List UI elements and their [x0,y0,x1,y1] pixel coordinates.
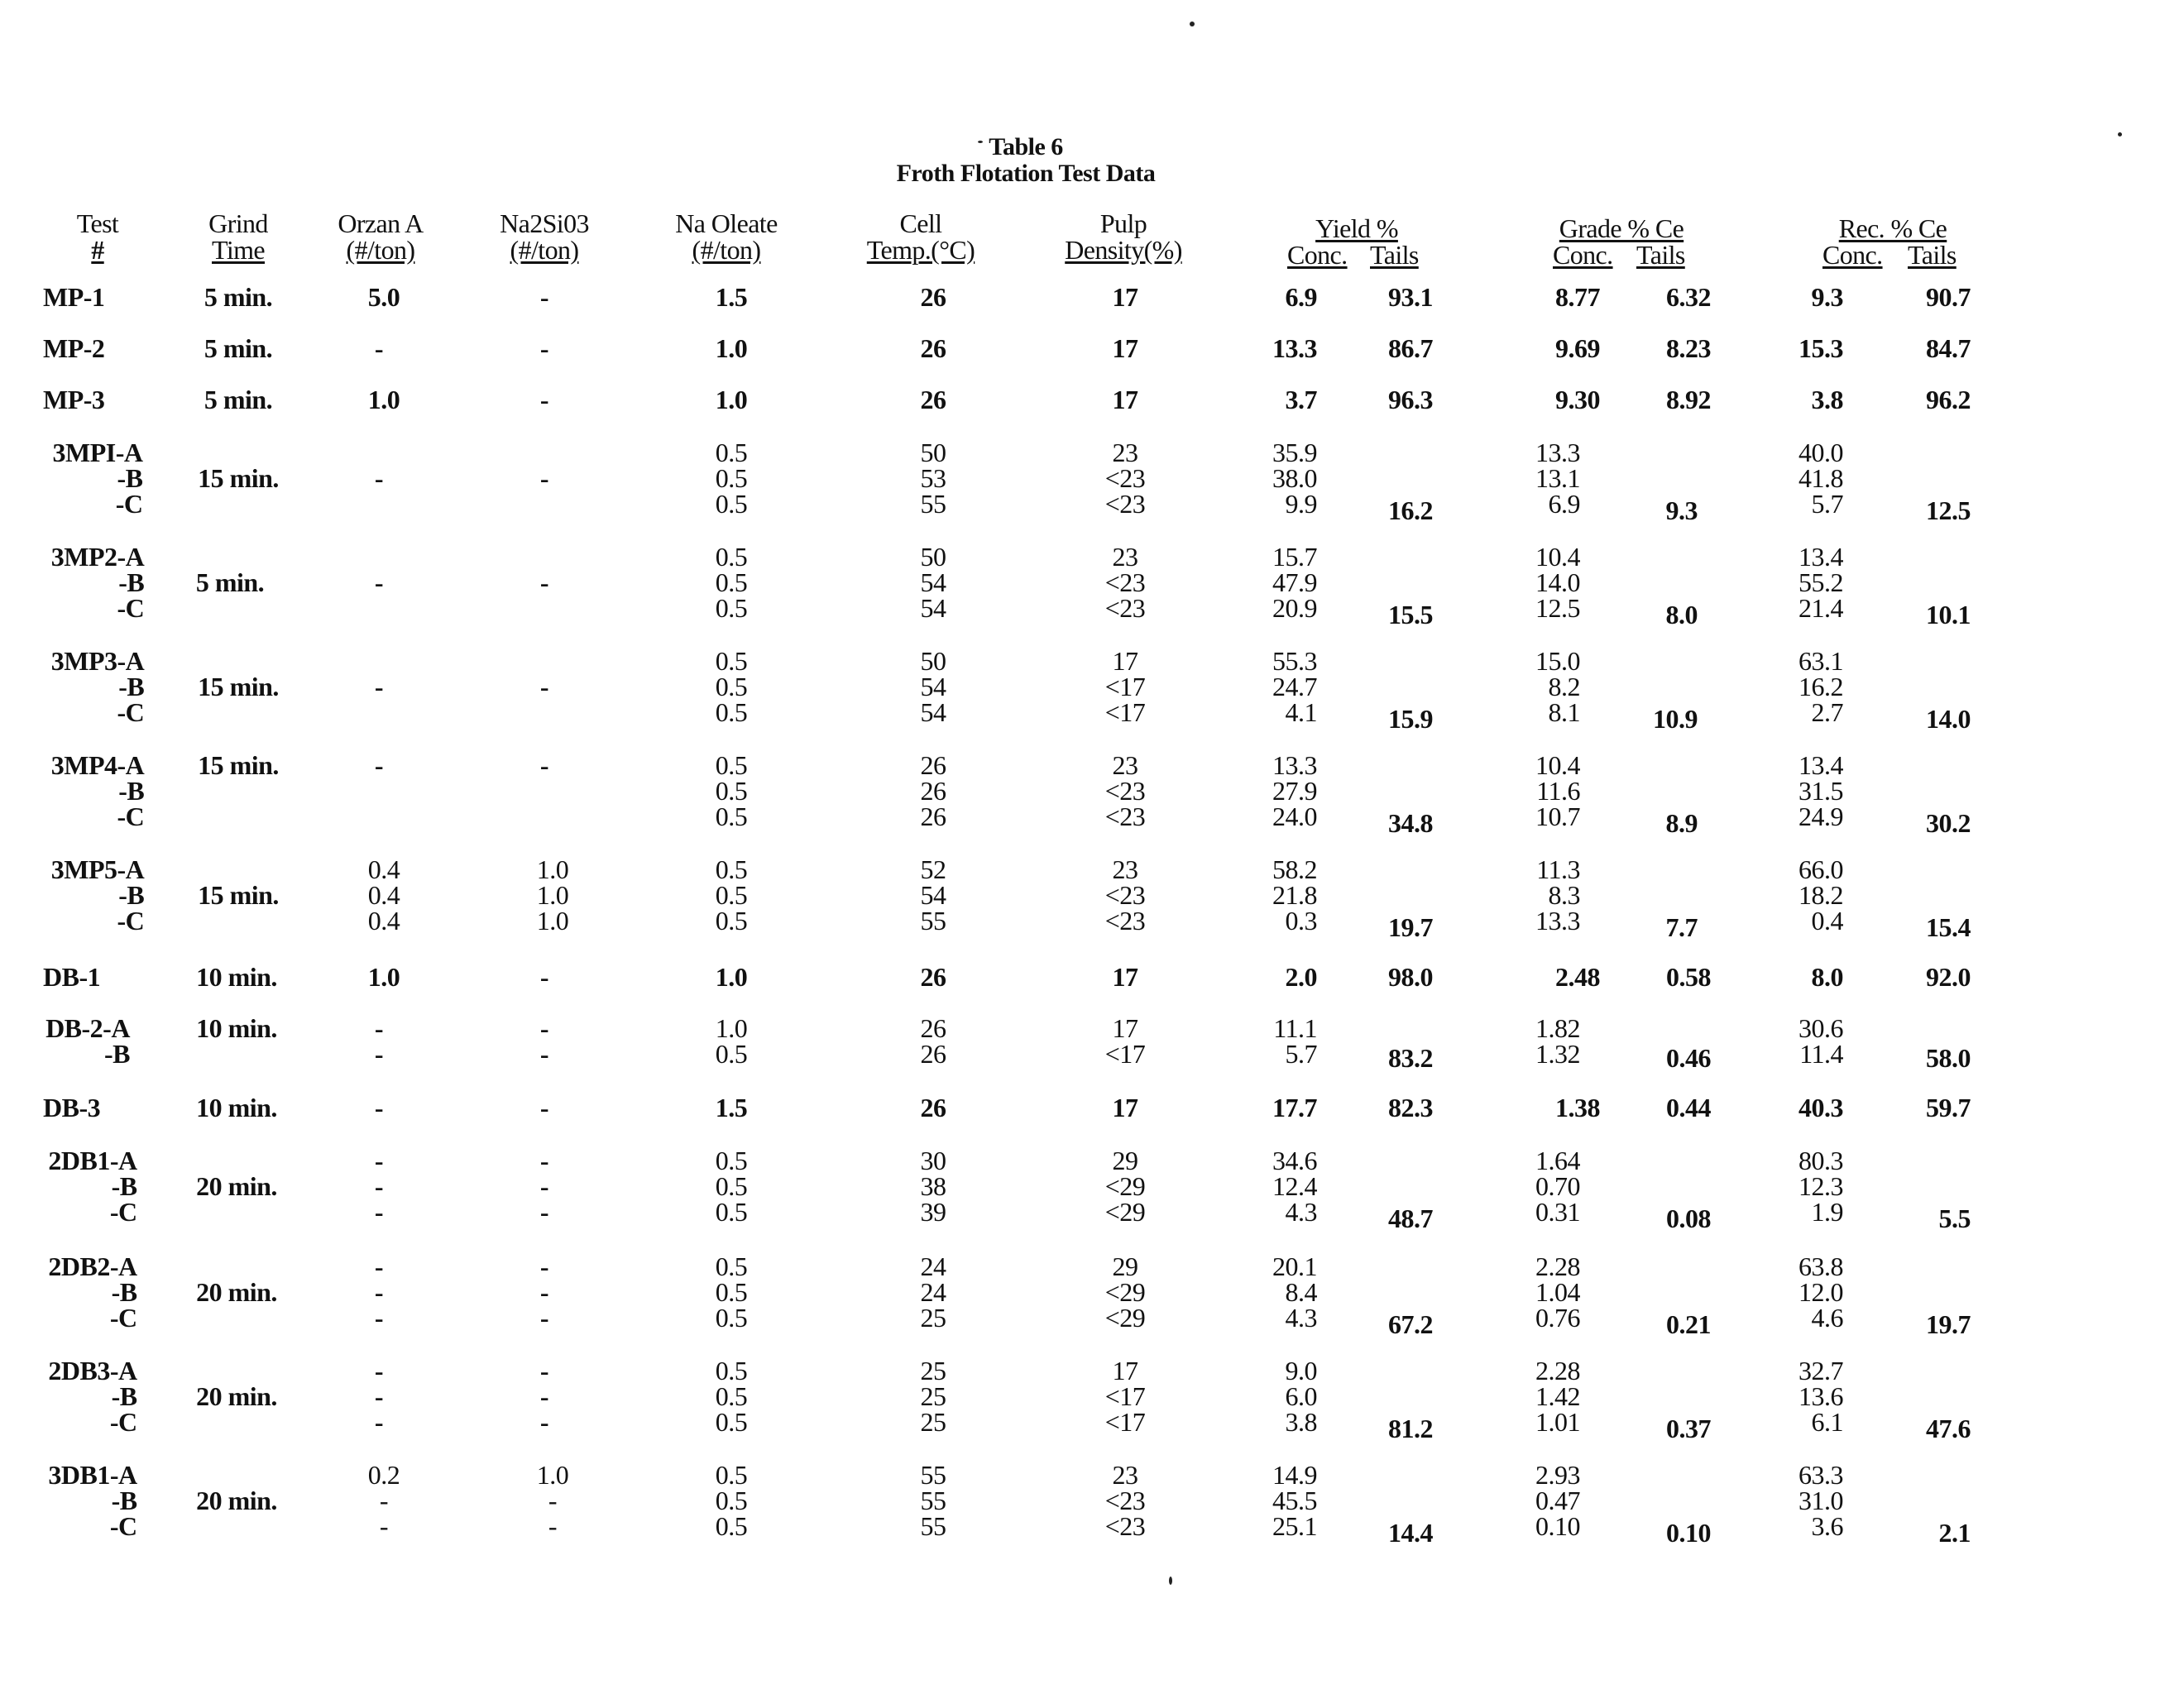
cell-yield-tails: 82.3 [1388,1093,1433,1122]
cell-grind: 15 min. [198,750,279,780]
header-grade-conc: Conc. [1553,240,1613,270]
cell-grade-conc: 2.93 0.47 0.10 [1535,1460,1580,1541]
cell-oleate: 0.5 0.5 0.5 [715,1356,748,1437]
cell-rec-tails: 5.5 [1938,1204,1971,1233]
cell-grind: 15 min. [198,672,279,701]
cell-yield-tails: 15.9 [1388,704,1433,734]
cell-oleate: 1.0 [715,385,748,414]
cell-grind: 20 min. [196,1171,277,1201]
cell-rec-conc: 15.3 [1798,333,1843,363]
cell-temp: 50 54 54 [920,542,946,623]
cell-yield-conc: 35.9 38.0 9.9 [1272,438,1317,519]
cell-test: 2DB2-A -B -C [48,1251,137,1333]
cell-temp: 52 54 55 [920,854,946,936]
cell-rec-tails: 12.5 [1926,495,1971,525]
cell-pulp: 17 [1112,1093,1138,1122]
header-test-line1: Test [76,208,119,238]
cell-na2sio3: - - [539,1013,549,1069]
cell-oleate: 1.5 [715,1093,748,1122]
cell-oleate: 1.0 [715,962,748,992]
cell-grade-conc: 2.28 1.42 1.01 [1535,1356,1580,1437]
cell-grind: 20 min. [196,1381,277,1411]
cell-yield-conc: 3.7 [1285,385,1317,414]
header-na2sio3-line2: (#/ton) [510,235,579,265]
cell-test: 3MP3-A -B -C [50,646,145,727]
cell-na2sio3: 1.0 - - [536,1460,569,1541]
cell-pulp: 17 <17 <17 [1104,646,1146,727]
cell-yield-conc: 55.3 24.7 4.1 [1272,646,1317,727]
cell-oleate: 0.5 0.5 0.5 [715,438,748,519]
header-orzan-line1: Orzan A [338,208,424,238]
cell-grade-tails: 0.21 [1666,1309,1711,1339]
cell-rec-tails: 58.0 [1926,1043,1971,1073]
cell-grade-tails: 8.23 [1666,333,1711,363]
cell-na2sio3: - - - [539,1146,549,1227]
cell-rec-tails: 10.1 [1926,600,1971,629]
cell-oleate: 0.5 0.5 0.5 [715,1146,748,1227]
cell-grind: 10 min. [196,1013,277,1043]
cell-orzan: - - - [374,1146,384,1227]
cell-grade-conc: 2.48 [1555,962,1600,992]
cell-grade-tails: 0.37 [1666,1414,1711,1443]
cell-pulp: 17 [1112,962,1138,992]
cell-na2sio3: - [539,1093,549,1122]
cell-yield-conc: 15.7 47.9 20.9 [1272,542,1317,623]
cell-yield-conc: 58.2 21.8 0.3 [1272,854,1317,936]
cell-temp: 26 [920,282,946,312]
cell-grade-conc: 1.38 [1555,1093,1600,1122]
cell-test: MP-2 [43,333,105,363]
cell-na2sio3: - [539,333,549,363]
cell-oleate: 1.5 [715,282,748,312]
cell-test: 3MP2-A -B -C [50,542,145,623]
cell-grade-conc: 11.3 8.3 13.3 [1535,854,1580,936]
header-pulp-density [1065,210,1182,263]
cell-rec-tails: 59.7 [1926,1093,1971,1122]
header-na-oleate-line2: (#/ton) [692,235,761,265]
cell-grind: 5 min. [204,385,273,414]
cell-rec-tails: 96.2 [1926,385,1971,414]
cell-yield-tails: 19.7 [1388,912,1433,942]
cell-grade-tails: 0.46 [1666,1043,1711,1073]
header-test-line2: # [91,235,104,265]
cell-orzan: - [374,463,384,493]
cell-rec-tails: 47.6 [1926,1414,1971,1443]
cell-rec-tails: 30.2 [1926,808,1971,838]
cell-rec-tails: 90.7 [1926,282,1971,312]
cell-grade-tails: 8.9 [1665,808,1698,838]
cell-oleate: 0.5 0.5 0.5 [715,542,748,623]
cell-temp: 26 [920,962,946,992]
header-rec-conc: Conc. [1822,240,1883,270]
cell-pulp: 29 <29 <29 [1104,1251,1146,1333]
cell-temp: 26 [920,333,946,363]
header-na-oleate [675,210,777,263]
cell-grade-conc: 1.82 1.32 [1535,1013,1580,1069]
header-na2sio3-line1: Na2Si03 [500,208,589,238]
cell-na2sio3: - [539,463,549,493]
cell-yield-conc: 9.0 6.0 3.8 [1285,1356,1317,1437]
cell-grade-tails: 0.58 [1666,962,1711,992]
cell-pulp: 17 <17 [1104,1013,1146,1069]
cell-grade-conc: 9.69 [1555,333,1600,363]
cell-orzan: - [374,750,384,780]
cell-rec-conc: 13.4 55.2 21.4 [1798,542,1843,623]
cell-pulp: 23 <23 <23 [1104,1460,1146,1541]
header-yield-tails: Tails [1370,240,1419,270]
cell-oleate: 1.0 0.5 [715,1013,748,1069]
cell-orzan: - - - [374,1251,384,1333]
table-title: Table 6 [989,133,1063,160]
cell-grade-conc: 10.4 11.6 10.7 [1535,750,1580,831]
header-yield-conc: Conc. [1287,240,1348,270]
cell-orzan: - - - [374,1356,384,1437]
cell-yield-conc: 17.7 [1272,1093,1317,1122]
header-rec-tails: Tails [1908,240,1956,270]
cell-temp: 50 54 54 [920,646,946,727]
cell-grade-conc: 8.77 [1555,282,1600,312]
cell-rec-conc: 40.3 [1798,1093,1843,1122]
cell-grind: 5 min. [195,567,265,597]
cell-na2sio3: - [539,750,549,780]
cell-pulp: 17 [1112,333,1138,363]
cell-yield-conc: 13.3 27.9 24.0 [1272,750,1317,831]
cell-test: 2DB1-A -B -C [48,1146,137,1227]
cell-temp: 26 26 26 [920,750,946,831]
cell-yield-conc: 20.1 8.4 4.3 [1272,1251,1317,1333]
scan-speck [2118,132,2122,136]
cell-temp: 50 53 55 [920,438,946,519]
cell-rec-conc: 9.3 [1811,282,1843,312]
cell-orzan: 1.0 [367,962,400,992]
cell-grade-tails: 0.10 [1666,1518,1711,1548]
header-grind-line1: Grind [208,208,268,238]
cell-oleate: 0.5 0.5 0.5 [715,646,748,727]
cell-grind: 5 min. [204,282,273,312]
cell-yield-conc: 11.1 5.7 [1273,1013,1317,1069]
cell-grade-conc: 9.30 [1555,385,1600,414]
cell-temp: 24 24 25 [920,1251,946,1333]
header-orzan-line2: (#/ton) [346,235,415,265]
cell-yield-tails: 34.8 [1388,808,1433,838]
cell-temp: 55 55 55 [920,1460,946,1541]
cell-rec-conc: 63.8 12.0 4.6 [1798,1251,1843,1333]
cell-grind: 10 min. [196,962,277,992]
cell-temp: 30 38 39 [920,1146,946,1227]
cell-yield-tails: 14.4 [1388,1518,1433,1548]
cell-grind: 20 min. [196,1486,277,1515]
cell-rec-tails: 92.0 [1926,962,1971,992]
header-na-oleate-line1: Na Oleate [675,208,778,238]
cell-grind: 15 min. [198,880,279,910]
cell-yield-tails: 16.2 [1388,495,1433,525]
cell-yield-tails: 67.2 [1388,1309,1433,1339]
cell-rec-conc: 80.3 12.3 1.9 [1798,1146,1843,1227]
cell-na2sio3: - - - [539,1251,549,1333]
cell-grade-conc: 1.64 0.70 0.31 [1535,1146,1580,1227]
cell-yield-conc: 2.0 [1285,962,1317,992]
cell-pulp: 17 [1112,282,1138,312]
header-pulp-line2: Density(%) [1065,235,1182,265]
header-cell-line1: Cell [899,208,942,238]
cell-oleate: 0.5 0.5 0.5 [715,1460,748,1541]
cell-test: 3MP4-A -B -C [50,750,145,831]
cell-na2sio3: - [539,385,549,414]
cell-temp: 26 [920,385,946,414]
cell-test: MP-1 [43,282,105,312]
cell-pulp: 23 <23 <23 [1104,438,1146,519]
cell-rec-conc: 13.4 31.5 24.9 [1798,750,1843,831]
cell-na2sio3: - [539,962,549,992]
cell-grind: 10 min. [196,1093,277,1122]
header-rec: Rec. % Ce [1838,213,1947,243]
cell-pulp: 23 <23 <23 [1104,542,1146,623]
cell-grade-tails: 8.0 [1665,600,1698,629]
header-cell-temp [867,210,975,263]
cell-rec-conc: 8.0 [1811,962,1843,992]
cell-grade-tails: 0.08 [1666,1204,1711,1233]
cell-rec-conc: 63.3 31.0 3.6 [1798,1460,1843,1541]
cell-yield-tails: 83.2 [1388,1043,1433,1073]
cell-test: DB-3 [43,1093,101,1122]
cell-yield-conc: 6.9 [1285,282,1317,312]
cell-rec-tails: 2.1 [1938,1518,1971,1548]
cell-test: MP-3 [43,385,105,414]
cell-test: DB-2-A -B [46,1013,130,1069]
cell-grade-conc: 13.3 13.1 6.9 [1535,438,1580,519]
cell-grade-tails: 10.9 [1653,704,1698,734]
cell-test: 2DB3-A -B -C [48,1356,137,1437]
header-na2sio3 [500,210,589,263]
cell-na2sio3: 1.0 1.0 1.0 [536,854,569,936]
cell-test: 3MP5-A -B -C [50,854,145,936]
header-grind [208,210,268,263]
header-yield: Yield % [1315,213,1398,243]
cell-grade-conc: 2.28 1.04 0.76 [1535,1251,1580,1333]
cell-na2sio3: - - - [539,1356,549,1437]
cell-yield-conc: 34.6 12.4 4.3 [1272,1146,1317,1227]
cell-yield-tails: 96.3 [1388,385,1433,414]
cell-grind: 20 min. [196,1277,277,1307]
cell-yield-tails: 86.7 [1388,333,1433,363]
cell-oleate: 0.5 0.5 0.5 [715,854,748,936]
header-pulp-line1: Pulp [1099,208,1147,238]
cell-grind: 15 min. [198,463,279,493]
cell-rec-conc: 3.8 [1811,385,1843,414]
header-grade: Grade % Ce [1559,213,1684,243]
cell-temp: 26 [920,1093,946,1122]
cell-rec-tails: 15.4 [1926,912,1971,942]
cell-pulp: 17 <17 <17 [1104,1356,1146,1437]
cell-orzan: - [374,1093,384,1122]
cell-orzan: 0.4 0.4 0.4 [367,854,400,936]
cell-yield-tails: 48.7 [1388,1204,1433,1233]
cell-pulp: 23 <23 <23 [1104,750,1146,831]
cell-na2sio3: - [539,282,549,312]
cell-orzan: - [374,333,384,363]
cell-grade-tails: 9.3 [1665,495,1698,525]
cell-rec-conc: 40.0 41.8 5.7 [1798,438,1843,519]
cell-orzan: - [374,567,384,597]
cell-test: DB-1 [43,962,101,992]
cell-yield-tails: 15.5 [1388,600,1433,629]
cell-rec-tails: 14.0 [1926,704,1971,734]
cell-rec-conc: 63.1 16.2 2.7 [1798,646,1843,727]
cell-test: 3MPI-A -B -C [52,438,143,519]
table-subtitle: Froth Flotation Test Data [896,160,1156,187]
cell-rec-tails: 19.7 [1926,1309,1971,1339]
cell-temp: 25 25 25 [920,1356,946,1437]
cell-orzan: 0.2 - - [367,1460,400,1541]
cell-grind: 5 min. [204,333,273,363]
scan-speck [978,141,983,143]
cell-yield-conc: 13.3 [1272,333,1317,363]
cell-rec-conc: 32.7 13.6 6.1 [1798,1356,1843,1437]
header-grade-tails: Tails [1636,240,1685,270]
scan-speck [1169,1577,1172,1585]
cell-orzan: 1.0 [367,385,400,414]
cell-pulp: 23 <23 <23 [1104,854,1146,936]
cell-oleate: 0.5 0.5 0.5 [715,1251,748,1333]
cell-grade-tails: 6.32 [1666,282,1711,312]
cell-pulp: 17 [1112,385,1138,414]
cell-grade-conc: 10.4 14.0 12.5 [1535,542,1580,623]
cell-rec-conc: 66.0 18.2 0.4 [1798,854,1843,936]
header-cell-line2: Temp.(°C) [866,235,975,265]
cell-oleate: 1.0 [715,333,748,363]
cell-yield-tails: 81.2 [1388,1414,1433,1443]
cell-temp: 26 26 [920,1013,946,1069]
cell-na2sio3: - [539,567,549,597]
cell-grade-tails: 8.92 [1666,385,1711,414]
cell-rec-tails: 84.7 [1926,333,1971,363]
cell-orzan: - - [374,1013,384,1069]
cell-grade-tails: 7.7 [1665,912,1698,942]
header-grind-line2: Time [211,235,266,265]
header-orzan [338,210,423,263]
cell-orzan: 5.0 [367,282,400,312]
cell-pulp: 29 <29 <29 [1104,1146,1146,1227]
cell-na2sio3: - [539,672,549,701]
cell-oleate: 0.5 0.5 0.5 [715,750,748,831]
cell-test: 3DB1-A -B -C [48,1460,137,1541]
header-test [60,210,135,263]
cell-grade-tails: 0.44 [1666,1093,1711,1122]
scan-speck [1190,22,1195,26]
cell-yield-tails: 98.0 [1388,962,1433,992]
cell-yield-tails: 93.1 [1388,282,1433,312]
cell-orzan: - [374,672,384,701]
cell-grade-conc: 15.0 8.2 8.1 [1535,646,1580,727]
cell-yield-conc: 14.9 45.5 25.1 [1272,1460,1317,1541]
cell-rec-conc: 30.6 11.4 [1798,1013,1843,1069]
